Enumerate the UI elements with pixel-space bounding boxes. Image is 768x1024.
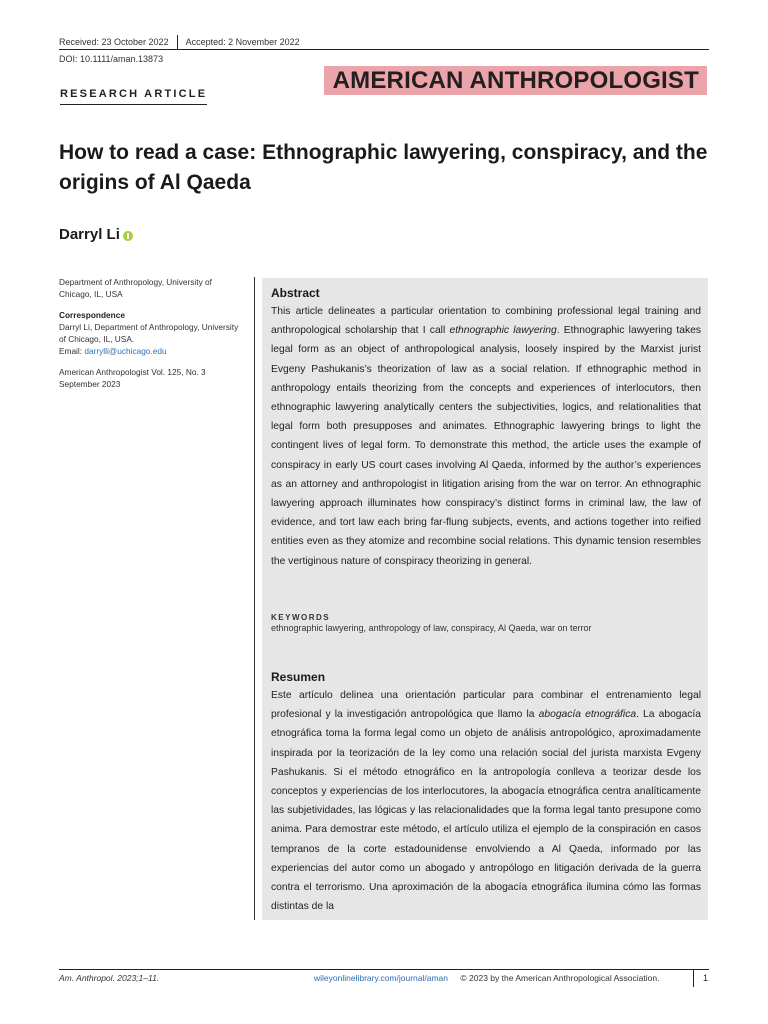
- author-info-column: [59, 276, 239, 399]
- abstract-heading: Abstract: [271, 286, 320, 300]
- column-divider: [254, 277, 255, 920]
- publication-dates: [59, 35, 300, 49]
- author-line: [59, 226, 133, 243]
- email-label: Email:: [59, 346, 83, 356]
- footer-citation: Am. Anthropol. 2023;1–11.: [59, 973, 160, 983]
- journal-name-banner: AMERICAN ANTHROPOLOGIST: [324, 66, 707, 95]
- abstract-text: This article delineates a particular orientation to combining professional legal training and anthropological scholarship that I call ethnographic lawyering. Ethnographic lawyering takes legal form as an object of anthropological analysis, loosely inspired by the Marxist jurist Evgeny Pashukanis’s theorization of law as a social relation. If ethnographic method in anthropology entails theorizing from the concepts and experiences of interlocutors, then ethnographic lawyering analytically centers the subjectivities, logics, and relationalities that legal form both presupposes and animates. Ethnographic lawyering brings to light the contingent lives of legal form. To demonstrate this method, the article uses the example of conspiracy in early US court cases involving Al Qaeda, informed by the author’s experiences as an attorney and anthropologist in litigation arising from the war on terror. An ethnographic lawyering approach illuminates how conspiracy’s distinct forms in criminal law, the law of evidence, and tort law each bring far-flung subjects, events, and actions together into reified entities even as they atomize and recombine social relations. This dynamic tension resembles the vertiginous nature of conspiracy theorizing in general.: [271, 306, 701, 567]
- abstract-section: [271, 284, 701, 571]
- footer-links: [314, 973, 659, 983]
- resumen-heading: Resumen: [271, 670, 326, 684]
- copyright-notice: © 2023 by the American Anthropological Association.: [460, 973, 660, 983]
- keywords-list: ethnographic lawyering, anthropology of law, conspiracy, Al Qaeda, war on terror: [271, 623, 592, 633]
- resumen-section: [271, 668, 701, 916]
- resumen-italic-term: abogacía etnográfica: [538, 709, 637, 721]
- page-number: 1: [693, 970, 708, 987]
- doi[interactable]: DOI: 10.1111/aman.13873: [59, 54, 164, 64]
- article-type-label: RESEARCH ARTICLE: [60, 88, 207, 105]
- correspondence-block: [59, 309, 239, 357]
- abstract-italic-term: ethnographic lawyering: [449, 325, 557, 337]
- citation-volume: American Anthropologist Vol. 125, No. 3: [59, 367, 206, 377]
- keywords-section: [271, 613, 701, 633]
- correspondence-label: Correspondence: [59, 310, 125, 320]
- journal-url-link[interactable]: wileyonlinelibrary.com/journal/aman: [314, 973, 449, 983]
- correspondence-address: Darryl Li, Department of Anthropology, University of Chicago, IL, USA.: [59, 322, 239, 344]
- orcid-icon[interactable]: [123, 231, 133, 241]
- accepted-date: Accepted: 2 November 2022: [185, 37, 300, 47]
- email-link[interactable]: darrylli@uchicago.edu: [84, 346, 167, 356]
- keywords-heading: KEYWORDS: [271, 613, 331, 622]
- footer-rule: [59, 969, 709, 970]
- resumen-text: Este artículo delinea una orientación particular para combinar el entrenamiento legal profesional y la investigación antropológica que llamo la abogacía etnográfica. La abogacía etnográfica toma la forma legal como un objeto de análisis antropológico, aproximadamente inspirada por la teorización de la ley como una relación social del jurista marxista Evgeny Pashukanis. Si el método etnográfico en la antropología conlleva a teorizar desde los conceptos y experiencias de los interlocutores, la abogacía etnográfica centra analíticamente las subjetividades, las lógicas y las relacionalidades que la forma legal tanto presupone como anima. Para demostrar este método, el artículo utiliza el ejemplo de la conspiración en casos tempranos de la corte estadounidense envolviendo a Al Qaeda, informado por las experiencias del autor como un abogado y antropólogo en litigación derivada de la guerra contra el terrorismo. Una aproximación de la abogacía etnográfica ilumina cómo las formas distintas de la: [271, 690, 701, 913]
- citation-date: September 2023: [59, 379, 121, 389]
- article-title: How to read a case: Ethnographic lawyering, conspiracy, and the origins of Al Qaeda: [59, 141, 708, 194]
- author-name[interactable]: Darryl Li: [59, 226, 120, 243]
- header-rule: [59, 49, 709, 50]
- received-date: Received: 23 October 2022: [59, 37, 169, 47]
- date-divider: [177, 35, 178, 49]
- citation-info: [59, 366, 239, 390]
- affiliation: Department of Anthropology, University of Chicago, IL, USA: [59, 277, 212, 299]
